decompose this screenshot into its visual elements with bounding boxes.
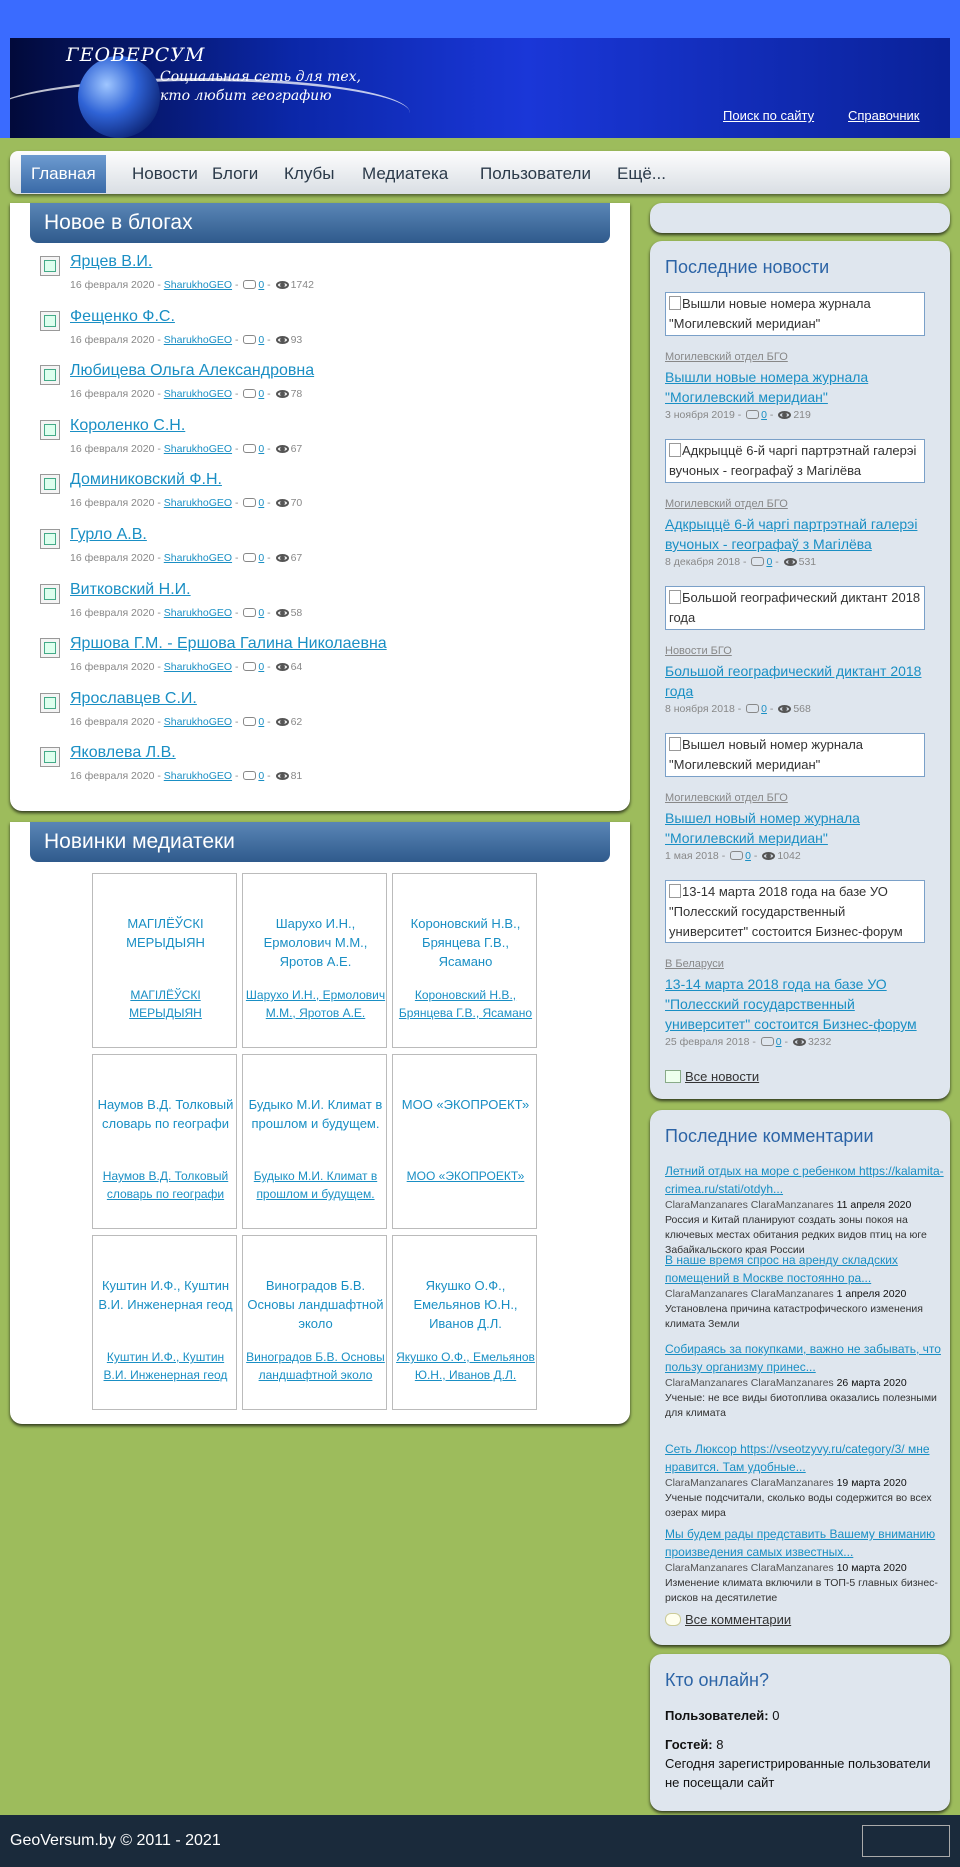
online-panel	[650, 1654, 950, 1811]
comments-count[interactable]: 0	[258, 552, 265, 564]
comment-icon	[243, 662, 256, 671]
comments-count[interactable]: 0	[258, 497, 265, 510]
eye-icon	[784, 558, 797, 566]
media-caption-link[interactable]: Виноградов Б.В. Основы ландшафтной эколо	[246, 1350, 385, 1382]
date: 3 ноября 2019	[665, 409, 735, 421]
comment-icon	[243, 771, 256, 780]
users-label: Пользователей:	[665, 1708, 769, 1723]
views-count: 93	[290, 333, 303, 346]
comment-icon	[243, 280, 256, 289]
blog-meta: 16 февраля 2020 - SharukhoGEO - 0 - 93	[70, 333, 303, 346]
avatar[interactable]	[40, 693, 60, 713]
broken-image-icon	[669, 296, 681, 310]
author-link[interactable]: SharukhoGEO	[163, 279, 233, 291]
media-thumbnail[interactable]: Шарухо И.Н., Ермолович М.М., Яротов А.Е.	[263, 916, 368, 969]
avatar[interactable]	[40, 747, 60, 767]
nav-blogs[interactable]: Блоги	[212, 164, 259, 183]
media-item	[392, 1235, 537, 1410]
news-category	[665, 792, 788, 804]
comments-icon	[665, 1613, 681, 1626]
media-thumbnail[interactable]: Якушко О.Ф., Емельянов Ю.Н., Иванов Д.Л.	[413, 1278, 518, 1331]
eye-icon	[778, 705, 791, 713]
news-image[interactable]	[665, 586, 925, 630]
nav-users[interactable]: Пользователи	[480, 164, 591, 183]
comment-icon	[243, 608, 256, 617]
media-item	[392, 873, 537, 1048]
blog-meta: 16 февраля 2020 - SharukhoGEO - 0 - 70	[70, 497, 303, 510]
all-news-link[interactable]: Все новости	[685, 1069, 760, 1084]
views-count: 58	[290, 606, 303, 619]
avatar[interactable]	[40, 311, 60, 331]
news-category-link[interactable]: Могилевский отдел БГО	[665, 351, 788, 363]
avatar[interactable]	[40, 638, 60, 658]
news-meta: 1 мая 2018 - 0 - 1042	[665, 850, 801, 862]
date: 8 ноября 2018	[665, 703, 735, 715]
users-count: 0	[772, 1708, 780, 1723]
news-meta: 25 февраля 2018 - 0 - 3232	[665, 1036, 832, 1048]
nav-media[interactable]: Медиатека	[362, 164, 449, 183]
news-category-link[interactable]: В Беларуси	[665, 958, 724, 970]
comments-count[interactable]: 0	[761, 703, 767, 715]
news-title-link[interactable]: 13-14 марта 2018 года на базе УО "Полесский государственный университет" состоится Бизнес-форум	[665, 976, 917, 1032]
comment-icon	[243, 444, 256, 453]
eye-icon	[762, 852, 775, 860]
comment-topic: Ученые подсчитали, сколько воды содержится во всех озерах мира	[665, 1492, 932, 1519]
views-count: 1742	[290, 279, 314, 291]
comments-count[interactable]: 0	[745, 850, 751, 862]
author-link[interactable]: SharukhoGEO	[163, 497, 233, 510]
comment-icon	[243, 389, 256, 398]
news-image-alt: 13-14 марта 2018 года на базе УО "Полесский государственный университет" состоится Бизнес-форум	[669, 884, 903, 939]
reference-link[interactable]: Справочник	[848, 108, 920, 123]
comment-item	[665, 1340, 945, 1421]
all-news	[665, 1069, 759, 1084]
comment-author: ClaraManzanares ClaraManzanares	[665, 1477, 834, 1489]
news-image[interactable]	[665, 439, 925, 483]
media-caption-link[interactable]: Якушко О.Ф., Емельянов Ю.Н., Иванов Д.Л.	[396, 1350, 535, 1382]
blog-meta: 16 февраля 2020 - SharukhoGEO - 0 - 78	[70, 388, 303, 401]
blog-title-link[interactable]: Яршова Г.М. - Ершова Галина Николаевна	[70, 635, 387, 653]
media-item	[242, 1235, 387, 1410]
views-count: 568	[793, 703, 811, 715]
nav-clubs[interactable]: Клубы	[284, 164, 335, 183]
media-caption-link[interactable]: Шарухо И.Н., Ермолович М.М., Яротов А.Е.	[245, 988, 386, 1020]
date: 16 февраля 2020	[70, 661, 155, 674]
comment-author: ClaraManzanares ClaraManzanares	[665, 1377, 834, 1389]
author-link[interactable]: SharukhoGEO	[163, 552, 233, 564]
avatar[interactable]	[40, 420, 60, 440]
comment-link[interactable]: Собираясь за покупками, важно не забывать, что пользу организму принес...	[665, 1342, 941, 1374]
media-thumbnail[interactable]: Наумов В.Д. Толковый словарь по географи	[97, 1097, 234, 1131]
author-link[interactable]: SharukhoGEO	[163, 715, 233, 728]
comment-byline	[665, 1198, 945, 1213]
date: 25 февраля 2018	[665, 1036, 750, 1048]
date: 16 февраля 2020	[70, 715, 155, 728]
guests-label: Гостей:	[665, 1737, 713, 1752]
news-image[interactable]	[665, 880, 925, 943]
date: 16 февраля 2020	[70, 442, 155, 455]
news-title-link[interactable]: Адкрыццё 6-й чаргі партрэтнай галерэі вучоных - географаў з Магілёва	[665, 516, 918, 552]
media-thumbnail[interactable]: МОО «ЭКОПРОЕКТ»	[401, 1097, 530, 1112]
views-count: 78	[290, 388, 303, 401]
eye-icon	[276, 390, 289, 398]
nav-more[interactable]: Ещё...	[617, 164, 666, 183]
blog-title-link[interactable]: Яковлева Л.В.	[70, 744, 176, 762]
eye-icon	[276, 281, 289, 289]
registered-note: Сегодня зарегистрированные пользователи не посещали сайт	[665, 1756, 931, 1790]
blog-title-link[interactable]: Любицева Ольга Александровна	[70, 362, 315, 380]
media-item	[92, 873, 237, 1048]
eye-icon	[276, 445, 289, 453]
media-thumbnail[interactable]: Виноградов Б.В. Основы ландшафтной эколо	[247, 1278, 384, 1331]
news-category-link[interactable]: Новости БГО	[665, 645, 732, 657]
globe-logo-icon	[78, 56, 160, 138]
eye-icon	[276, 554, 289, 562]
comment-icon	[243, 553, 256, 562]
news-image-alt: Большой географический диктант 2018 года	[669, 590, 921, 625]
news-image[interactable]	[665, 733, 925, 777]
comment-date: 19 марта 2020	[836, 1477, 907, 1489]
online-guests	[665, 1735, 945, 1754]
comment-topic: Россия и Китай планируют создать зоны покоя на ключевых местах обитания редких видов птиц на юге Забайкальского края России	[665, 1214, 927, 1256]
footer-copyright: GeoVersum.by © 2011 - 2021	[10, 1832, 221, 1849]
author-link[interactable]: SharukhoGEO	[163, 661, 233, 674]
blog-meta: 16 февраля 2020 - SharukhoGEO - 0 - 81	[70, 770, 303, 783]
media-item	[242, 873, 387, 1048]
online-panel-title: Кто онлайн?	[665, 1670, 770, 1690]
date: 16 февраля 2020	[70, 770, 155, 783]
comment-item	[665, 1251, 945, 1332]
comments-count[interactable]: 0	[258, 333, 265, 346]
media-thumbnail[interactable]: Короновский Н.В., Брянцева Г.В., Ясамано	[410, 916, 521, 969]
blog-meta: 16 февраля 2020 - SharukhoGEO - 0 - 64	[70, 661, 303, 674]
comment-icon	[761, 1037, 774, 1046]
views-count: 1042	[777, 850, 801, 862]
blog-meta: 16 февраля 2020 - SharukhoGEO - 0 - 1742	[70, 279, 314, 291]
views-count: 81	[290, 770, 303, 783]
blogs-panel-title: Новое в блогах	[30, 203, 610, 243]
comments-panel-title: Последние комментарии	[665, 1126, 874, 1146]
author-link[interactable]: SharukhoGEO	[163, 333, 233, 346]
online-users	[665, 1706, 945, 1725]
blog-meta: 16 февраля 2020 - SharukhoGEO - 0 - 67	[70, 552, 303, 564]
views-count: 70	[290, 497, 303, 510]
comment-author: ClaraManzanares ClaraManzanares	[665, 1288, 834, 1300]
site-slogan	[160, 68, 361, 106]
media-item	[242, 1054, 387, 1229]
comment-link[interactable]: В наше время спрос на аренду складских помещений в Москве постоянно ра...	[665, 1253, 898, 1285]
comment-icon	[243, 498, 256, 507]
comment-icon	[730, 851, 743, 860]
broken-image-icon	[669, 884, 681, 898]
news-panel-title: Последние новости	[665, 257, 830, 277]
views-count: 219	[793, 409, 811, 421]
nav-home[interactable]: Главная	[21, 155, 106, 193]
nav-news[interactable]: Новости	[132, 164, 198, 183]
news-meta: 3 ноября 2019 - 0 - 219	[665, 409, 811, 421]
all-comments-link[interactable]: Все комментарии	[685, 1612, 792, 1627]
comment-topic: Установлена причина катастрофического изменения климата Земли	[665, 1303, 923, 1330]
eye-icon	[276, 336, 289, 344]
comment-author: ClaraManzanares ClaraManzanares	[665, 1199, 834, 1211]
news-category	[665, 645, 732, 657]
news-category-link[interactable]: Могилевский отдел БГО	[665, 498, 788, 510]
comment-topic: Изменение климата включили в ТОП-5 главных бизнес-рисков на десятилетие	[665, 1577, 938, 1604]
media-item	[92, 1054, 237, 1229]
site-brand[interactable]: ГЕОВЕРСУМ	[66, 44, 206, 66]
all-comments	[665, 1612, 791, 1627]
comment-topic: Ученые: не все виды биотоплива оказались полезными для климата	[665, 1392, 937, 1419]
main-nav	[10, 151, 950, 194]
avatar[interactable]	[40, 365, 60, 385]
news-category	[665, 498, 788, 510]
blog-title-link[interactable]: Короленко С.Н.	[70, 416, 186, 434]
views-count: 3232	[807, 1036, 832, 1048]
news-category	[665, 958, 724, 970]
news-title-link[interactable]: Вышел новый номер журнала "Могилевский меридиан"	[665, 810, 860, 846]
avatar[interactable]	[40, 474, 60, 494]
news-image-alt: Вышел новый номер журнала "Могилевский меридиан"	[669, 737, 864, 772]
media-item	[92, 1235, 237, 1410]
news-title-link[interactable]: Большой географический диктант 2018 года	[665, 663, 922, 699]
slogan-line-2: кто любит географию	[160, 88, 332, 104]
avatar[interactable]	[40, 529, 60, 549]
eye-icon	[276, 772, 289, 780]
media-caption-link[interactable]: Короновский Н.В., Брянцева Г.В., Ясамано	[398, 988, 533, 1020]
comment-link[interactable]: Мы будем рады представить Вашему вниманию произведения самых известных...	[665, 1527, 936, 1559]
date: 16 февраля 2020	[70, 606, 155, 619]
site-search-link[interactable]: Поиск по сайту	[723, 108, 815, 123]
eye-icon	[276, 718, 289, 726]
blog-title-link[interactable]: Доминиковский Ф.Н.	[70, 471, 222, 489]
media-caption-link[interactable]: МАГІЛЁЎСКІ МЕРЫДЫЯН	[129, 988, 202, 1020]
blog-title-link[interactable]: Фещенко Ф.С.	[70, 307, 175, 325]
views-count: 64	[290, 661, 303, 674]
comment-icon	[746, 410, 759, 419]
comments-count[interactable]: 0	[775, 1036, 782, 1048]
media-caption-link[interactable]: МОО «ЭКОПРОЕКТ»	[406, 1169, 525, 1183]
date: 16 февраля 2020	[70, 497, 155, 510]
date: 16 февраля 2020	[70, 388, 155, 401]
media-thumbnail[interactable]: Куштин И.Ф., Куштин В.И. Инженерная геод	[98, 1278, 233, 1312]
comment-item	[665, 1525, 945, 1606]
news-category-link[interactable]: Могилевский отдел БГО	[665, 792, 788, 804]
broken-image-icon	[669, 443, 681, 457]
news-title-link[interactable]: Вышли новые номера журнала "Могилевский меридиан"	[665, 369, 869, 405]
comments-count[interactable]: 0	[258, 388, 265, 401]
comment-icon	[746, 704, 759, 713]
news-meta: 8 ноября 2018 - 0 - 568	[665, 703, 811, 715]
media-caption-link[interactable]: Наумов В.Д. Толковый словарь по географи	[102, 1169, 229, 1201]
eye-icon	[276, 609, 289, 617]
blog-title-link[interactable]: Ярославцев С.И.	[70, 689, 197, 707]
broken-image-icon	[669, 590, 681, 604]
views-count: 67	[290, 442, 303, 455]
news-panel	[650, 241, 950, 1099]
comments-count[interactable]: 0	[258, 606, 265, 619]
comments-count[interactable]: 0	[258, 770, 265, 783]
blog-title-link[interactable]: Гурло А.В.	[70, 526, 147, 543]
avatar[interactable]	[40, 584, 60, 604]
avatar[interactable]	[40, 256, 60, 276]
blogs-panel	[10, 203, 630, 811]
eye-icon	[276, 499, 289, 507]
counter-badge[interactable]	[862, 1825, 950, 1857]
date: 16 февраля 2020	[70, 552, 155, 564]
media-item	[392, 1054, 537, 1229]
news-category	[665, 351, 788, 363]
guests-count: 8	[716, 1737, 724, 1752]
blog-title-link[interactable]: Витковский Н.И.	[70, 580, 191, 598]
broken-image-icon	[669, 737, 681, 751]
media-caption-link[interactable]: Куштин И.Ф., Куштин В.И. Инженерная геод	[103, 1350, 228, 1382]
comment-icon	[751, 557, 764, 566]
comments-count[interactable]: 0	[258, 279, 265, 291]
author-link[interactable]: SharukhoGEO	[163, 770, 233, 783]
slogan-line-1: Социальная сеть для тех,	[160, 69, 361, 85]
media-panel-title: Новинки медиатеки	[30, 822, 610, 862]
comment-byline	[665, 1561, 945, 1576]
comments-count[interactable]: 0	[258, 715, 265, 728]
comments-count[interactable]: 0	[258, 442, 265, 455]
comment-byline	[665, 1376, 945, 1391]
news-image[interactable]	[665, 292, 925, 336]
blog-meta: 16 февраля 2020 - SharukhoGEO - 0 - 58	[70, 606, 303, 619]
media-panel	[10, 822, 630, 1424]
news-image-alt: Вышли новые номера журнала "Могилевский меридиан"	[669, 296, 871, 331]
date: 16 февраля 2020	[70, 333, 155, 346]
comments-count[interactable]: 0	[258, 661, 265, 674]
blog-meta: 16 февраля 2020 - SharukhoGEO - 0 - 62	[70, 715, 303, 728]
footer	[0, 1815, 960, 1867]
comment-link[interactable]: Летний отдых на море с ребенком https://kalamita-crimea.ru/stati/otdyh...	[665, 1164, 944, 1196]
eye-icon	[793, 1038, 806, 1046]
news-icon	[665, 1070, 681, 1083]
sidebar-top-panel	[650, 203, 950, 233]
eye-icon	[276, 663, 289, 671]
comment-icon	[243, 717, 256, 726]
comment-byline	[665, 1476, 945, 1491]
blog-title-link[interactable]: Ярцев В.И.	[70, 253, 153, 270]
comment-item	[665, 1162, 945, 1258]
comment-date: 26 марта 2020	[836, 1377, 907, 1389]
comments-panel	[650, 1110, 950, 1645]
news-meta: 8 декабря 2018 - 0 - 531	[665, 556, 817, 568]
date: 8 декабря 2018	[665, 556, 741, 568]
eye-icon	[778, 411, 791, 419]
comment-item	[665, 1440, 945, 1521]
news-image-alt: Адкрыццё 6-й чаргі партрэтнай галерэі вучоных - географаў з Магілёва	[669, 443, 917, 478]
date: 1 мая 2018	[665, 850, 719, 862]
media-thumbnail[interactable]: МАГІЛЁЎСКІ МЕРЫДЫЯН	[126, 916, 205, 950]
site-banner	[10, 38, 950, 138]
comments-count[interactable]: 0	[766, 556, 773, 568]
views-count: 67	[290, 552, 303, 564]
author-link[interactable]: SharukhoGEO	[163, 442, 233, 455]
comments-count[interactable]: 0	[761, 409, 767, 421]
comment-byline	[665, 1287, 945, 1302]
comment-link[interactable]: Сеть Люксор https://vseotzyvy.ru/category/3/ мне нравится. Там удобные...	[665, 1442, 930, 1474]
media-thumbnail[interactable]: Будыко М.И. Климат в прошлом и будущем.	[248, 1097, 383, 1131]
views-count: 531	[798, 556, 817, 568]
comment-date: 10 марта 2020	[836, 1562, 907, 1574]
comment-date: 11 апреля 2020	[836, 1199, 912, 1211]
views-count: 62	[290, 715, 303, 728]
comment-icon	[243, 335, 256, 344]
comment-author: ClaraManzanares ClaraManzanares	[665, 1562, 834, 1574]
comment-date: 1 апреля 2020	[836, 1288, 907, 1300]
author-link[interactable]: SharukhoGEO	[163, 388, 233, 401]
media-caption-link[interactable]: Будыко М.И. Климат в прошлом и будущем.	[253, 1169, 378, 1201]
blog-meta: 16 февраля 2020 - SharukhoGEO - 0 - 67	[70, 442, 303, 455]
author-link[interactable]: SharukhoGEO	[163, 606, 233, 619]
date: 16 февраля 2020	[70, 279, 155, 291]
